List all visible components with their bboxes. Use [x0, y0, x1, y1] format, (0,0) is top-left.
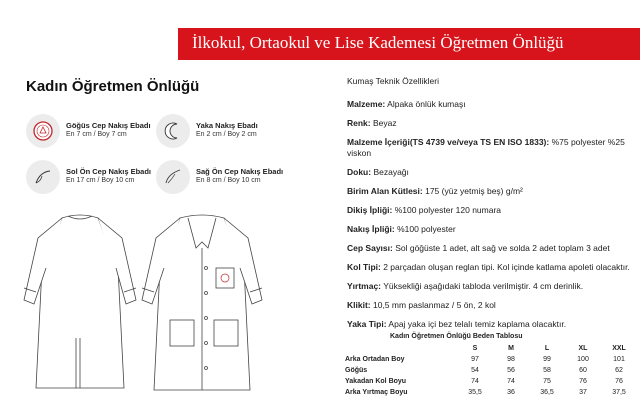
- table-cell: 76: [615, 378, 623, 385]
- table-cell: 36: [507, 389, 515, 396]
- table-cell: 76: [579, 378, 587, 385]
- spec-label: Klikit:: [347, 300, 371, 310]
- spec-value: 10,5 mm paslanmaz / 5 ön, 2 kol: [370, 300, 496, 310]
- table-cell: 36,5: [540, 389, 554, 396]
- embroidery-left-pocket: [26, 160, 151, 194]
- embroidery-name: Sağ Ön Cep Nakış Ebadı: [196, 167, 284, 176]
- spec-value: %100 polyester: [394, 224, 456, 234]
- table-cell: 97: [471, 356, 479, 363]
- spec-label: Birim Alan Kütlesi:: [347, 186, 423, 196]
- spec-label: Renk:: [347, 118, 371, 128]
- embroidery-name: Sol Ön Cep Nakış Ebadı: [66, 167, 152, 176]
- table-cell: 99: [543, 356, 551, 363]
- spec-value: Yüksekliği aşağıdaki tabloda verilmiştir. 4 cm derinlik.: [381, 281, 584, 291]
- spec-label: Kol Tipi:: [347, 262, 381, 272]
- spec-label: Nakış İpliği:: [347, 224, 395, 234]
- spec-label: Yırtmaç:: [347, 281, 382, 291]
- table-cell: 60: [579, 367, 587, 374]
- spec-row: [347, 319, 632, 330]
- spec-value: %100 polyester 120 numara: [392, 205, 502, 215]
- spec-row: [347, 118, 632, 129]
- size-column-header: S: [472, 345, 478, 352]
- spec-value: Apaj yaka içi bez telalı temiz kaplama olacaktır.: [386, 319, 567, 329]
- spec-value: 175 (yüz yetmiş beş) g/m²: [422, 186, 523, 196]
- spec-value: Sol göğüste 1 adet, alt sağ ve solda 2 adet toplam 3 adet: [392, 243, 610, 253]
- fabric-specs: [347, 76, 632, 338]
- table-cell: 37: [579, 389, 587, 396]
- spec-label: Dikiş İpliği:: [347, 205, 393, 215]
- table-cell: 58: [543, 367, 551, 374]
- spec-row: [347, 300, 632, 311]
- embroidery-collar: [156, 114, 258, 148]
- spec-label: Yaka Tipi:: [347, 319, 387, 329]
- spec-row: [347, 262, 632, 273]
- table-cell: 98: [507, 356, 515, 363]
- size-table-header: [345, 343, 637, 354]
- page-title: İlkokul, Ortaokul ve Lise Kademesi Öğretmen Önlüğü: [192, 33, 564, 52]
- row-label: Yakadan Kol Boyu: [345, 378, 407, 385]
- size-column-header: M: [508, 345, 514, 352]
- spec-row: [347, 167, 632, 178]
- curve-stitch-icon: [26, 160, 60, 194]
- embroidery-name: Yaka Nakış Ebadı: [196, 121, 258, 130]
- section-title: Kadın Öğretmen Önlüğü: [26, 78, 200, 95]
- spec-label: Cep Sayısı:: [347, 243, 393, 253]
- table-cell: 37,5: [612, 389, 626, 396]
- coat-technical-drawing: [20, 208, 265, 408]
- spec-label: Malzeme İçeriği(TS 4739 ve/veya TS EN ISO 1833):: [347, 137, 550, 147]
- table-cell: 100: [577, 356, 589, 363]
- spec-row: [347, 205, 632, 216]
- table-cell: 101: [613, 356, 625, 363]
- spec-label: Doku:: [347, 167, 372, 177]
- embroidery-chest-pocket: [26, 114, 151, 148]
- spec-row: [347, 137, 632, 159]
- size-column-header: L: [544, 345, 550, 352]
- table-row: [345, 387, 637, 398]
- table-cell: 74: [507, 378, 515, 385]
- embroidery-size: En 8 cm / Boy 10 cm: [196, 177, 261, 184]
- title-banner: [178, 28, 640, 60]
- spec-row: [347, 186, 632, 197]
- spec-value: %75 polyester %25 viskon: [347, 137, 625, 158]
- spec-value: Bezayağı: [371, 167, 409, 177]
- embroidery-name: Göğüs Cep Nakış Ebadı: [66, 121, 151, 130]
- spec-row: [347, 243, 632, 254]
- row-label: Göğüs: [345, 367, 368, 374]
- coat-back-view: [24, 215, 136, 388]
- row-label: Arka Yırtmaç Boyu: [345, 389, 408, 396]
- crescent-icon: [156, 114, 190, 148]
- table-row: [345, 354, 637, 365]
- spec-row: [347, 281, 632, 292]
- spec-value: Beyaz: [370, 118, 397, 128]
- embroidery-right-pocket: [156, 160, 283, 194]
- table-row: [345, 376, 637, 387]
- embroidery-size: En 17 cm / Boy 10 cm: [66, 177, 135, 184]
- spec-row: [347, 99, 632, 110]
- row-label: Arka Ortadan Boy: [345, 356, 405, 363]
- table-cell: 75: [543, 378, 551, 385]
- embroidery-size: En 2 cm / Boy 2 cm: [196, 131, 257, 138]
- spec-label: Malzeme:: [347, 99, 386, 109]
- coat-front-view: [142, 215, 262, 390]
- size-table: [345, 343, 637, 398]
- size-column-header: XXL: [612, 345, 626, 352]
- spec-value: 2 parçadan oluşan reglan tipi. Kol içinde katlama apoleti olacaktır.: [380, 262, 630, 272]
- table-cell: 62: [615, 367, 623, 374]
- table-cell: 56: [507, 367, 515, 374]
- table-cell: 35,5: [468, 389, 482, 396]
- table-cell: 74: [471, 378, 479, 385]
- table-row: [345, 365, 637, 376]
- emblem-icon: [26, 114, 60, 148]
- spec-value: Alpaka önlük kumaşı: [385, 99, 466, 109]
- curve-stitch-icon: [156, 160, 190, 194]
- spec-row: [347, 224, 632, 235]
- size-column-header: XL: [578, 345, 588, 352]
- embroidery-size: En 7 cm / Boy 7 cm: [66, 131, 127, 138]
- table-cell: 54: [471, 367, 479, 374]
- size-table-title: Kadın Öğretmen Önlüğü Beden Tablosu: [390, 333, 523, 340]
- specs-heading: Kumaş Teknik Özellikleri: [347, 76, 439, 86]
